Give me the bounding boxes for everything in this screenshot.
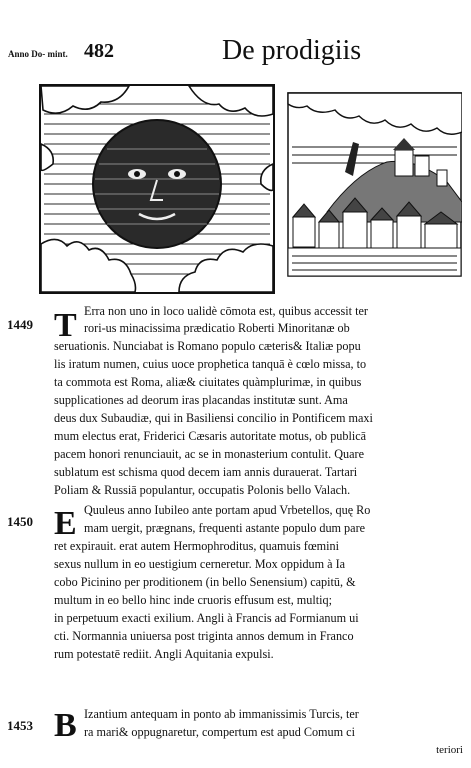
drop-cap: E (54, 505, 77, 542)
drop-cap: B (54, 707, 77, 744)
text-line: Poliam & Russiā populantur, occupatis Polonis bello Valach. (54, 483, 351, 497)
text-line: rori-us minacissima prædicatio Roberti Minoritanæ ob (84, 321, 350, 335)
text-line: rum potestatē rediit. Angli Aquitania expulsi. (54, 647, 274, 661)
text-line: pacem honori renunciauit, ac se in monasterium contulit. Quare (54, 447, 365, 461)
castle-town-woodcut-icon (287, 92, 462, 277)
year-marker-1453: 1453 (7, 718, 33, 733)
drop-cap: T (54, 307, 77, 344)
text-line: mam uergit, prægnans, frequenti astante populo dum pare (84, 521, 366, 535)
text-line: seruationis. Nunciabat is Romano populo cæteris& Italiæ popu (54, 339, 361, 353)
text-line: ret expirauit. erat autem Hermophroditus, quamuis fœmini (54, 539, 339, 553)
text-line: cti. Normannia uniuersa post triginta annos demum in Franco (54, 629, 354, 643)
page-number: 482 (84, 40, 114, 62)
text-line: mum electus erat, Friderici Cæsaris autoritate motus, ob publicā (54, 429, 367, 443)
sun-face-woodcut-icon (39, 84, 275, 294)
text-line: Quuleus anno Iubileo ante portam apud Vrbetellos, quę Ro (84, 503, 371, 517)
text-line: deus dux Subaudiæ, qui in Basiliensi concilio in Pontificem maxi (54, 411, 373, 425)
text-line: lis iratum numen, cuius uoce prophetica tanquā è cœlo missa, to (54, 357, 367, 371)
text-line: supplicationes ad deorum iras placandas institutæ sunt. Ama (54, 393, 348, 407)
text-line: in perpetuum exacti exilium. Angli à Francis ad Formianum ui (54, 611, 359, 625)
margin-note-anno-domini: Anno Do- mint. (8, 49, 68, 59)
year-marker-1449: 1449 (7, 317, 33, 332)
text-line: sublatum est schisma quod decem iam annis durauerat. Tartari (54, 465, 358, 479)
text-line: ta commota est Roma, aliæ& ciuitates quàmplurimæ, in quibus (54, 375, 362, 389)
catchword: teriori (436, 744, 463, 756)
text-line: Izantium antequam in ponto ab immanissimis Turcis, ter (84, 707, 359, 721)
text-line: sexus nullum in eo uestigium cerneretur. Mox oppidum à Ia (54, 557, 346, 571)
year-marker-1450: 1450 (7, 514, 33, 529)
text-line: Erra non uno in loco ualidè cōmota est, quibus accessit ter (84, 304, 368, 318)
text-line: ra mari& oppugnaretur, compertum est apud Comum ci (84, 725, 355, 739)
text-line: multum in eo bello hinc inde cruoris effusum est, multiq; (54, 593, 333, 607)
running-title: De prodigiis (222, 35, 362, 66)
text-line: cobo Picinino per proditionem (in bello Senensium) capitū, & (54, 575, 356, 589)
